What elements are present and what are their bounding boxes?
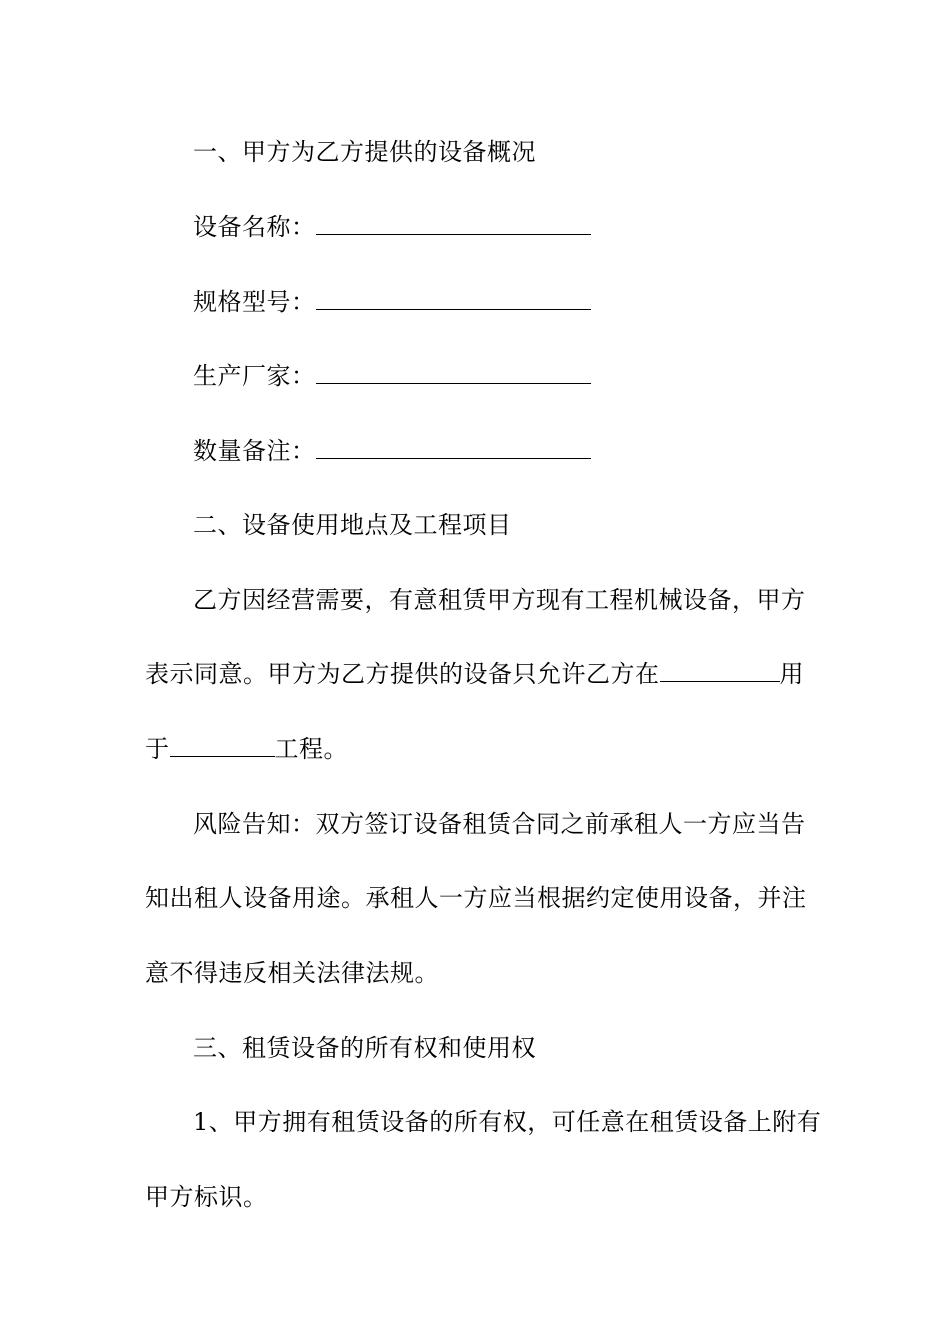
fill-in-blank	[316, 214, 591, 235]
paragraph-text: 用	[779, 660, 804, 688]
paragraph-line	[145, 1179, 815, 1215]
fill-in-blank	[316, 363, 591, 384]
field-manufacturer	[193, 358, 863, 394]
field-model-spec	[193, 284, 863, 320]
risk-notice-text: 知出租人设备用途。承租人一方应当根据约定使用设备，并注	[145, 884, 807, 912]
field-label: 设备名称：	[193, 213, 316, 241]
fill-in-blank	[316, 289, 591, 310]
section1-heading-text: 一、甲方为乙方提供的设备概况	[193, 138, 536, 166]
field-quantity-notes	[193, 433, 863, 469]
risk-notice-text: 意不得违反相关法律法规。	[145, 959, 439, 987]
section2-heading	[193, 507, 863, 543]
section1-heading	[193, 134, 863, 170]
paragraph-line	[145, 731, 815, 767]
section3-heading-text: 三、租赁设备的所有权和使用权	[193, 1034, 536, 1062]
risk-notice-line	[193, 806, 863, 842]
risk-notice-line	[145, 955, 815, 991]
paragraph-text: 于	[145, 735, 170, 763]
paragraph-text: 乙方因经营需要，有意租赁甲方现有工程机械设备，甲方	[193, 586, 806, 614]
paragraph-line	[193, 582, 863, 618]
paragraph-line	[145, 656, 815, 692]
fill-in-blank	[316, 438, 591, 459]
paragraph-line	[193, 1104, 863, 1140]
paragraph-text: 1、甲方拥有租赁设备的所有权，可任意在租赁设备上附有	[193, 1108, 822, 1136]
field-equipment-name	[193, 209, 863, 245]
paragraph-text: 表示同意。甲方为乙方提供的设备只允许乙方在	[145, 660, 660, 688]
fill-in-blank	[660, 661, 780, 682]
section2-heading-text: 二、设备使用地点及工程项目	[193, 511, 512, 539]
paragraph-text: 甲方标识。	[145, 1183, 268, 1211]
risk-notice-text: 风险告知：双方签订设备租赁合同之前承租人一方应当告	[193, 810, 806, 838]
field-label: 数量备注：	[193, 437, 316, 465]
fill-in-blank	[170, 736, 275, 757]
field-label: 规格型号：	[193, 288, 316, 316]
risk-notice-line	[145, 880, 815, 916]
paragraph-text: 工程。	[274, 735, 348, 763]
field-label: 生产厂家：	[193, 362, 316, 390]
section3-heading	[193, 1030, 863, 1066]
